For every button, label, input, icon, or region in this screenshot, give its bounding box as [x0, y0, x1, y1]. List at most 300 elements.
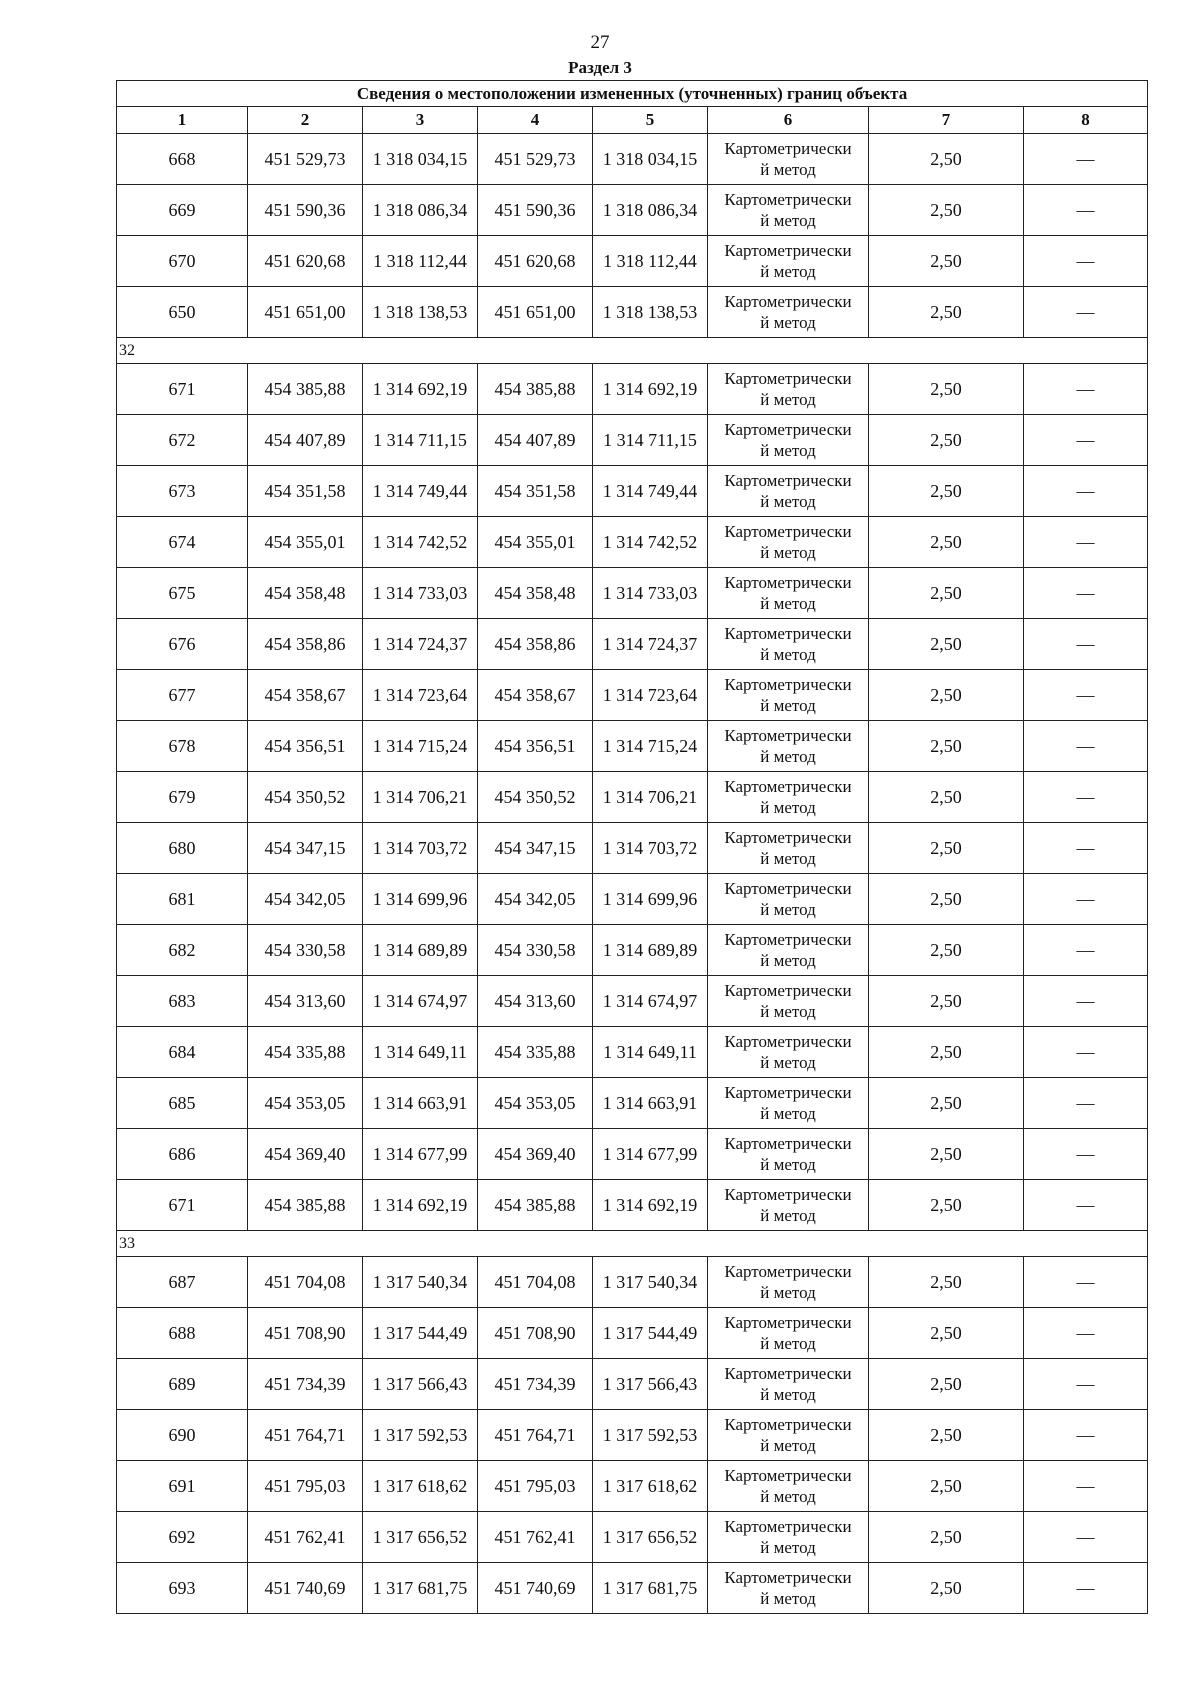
- method-cell: [708, 874, 869, 925]
- table-row: [117, 1563, 1148, 1614]
- method-cell: [708, 1129, 869, 1180]
- precision-cell: 2,50: [869, 1359, 1024, 1410]
- y-coord-cell: 1 317 618,62: [593, 1461, 708, 1512]
- y-coord-cell: 1 314 711,15: [593, 415, 708, 466]
- y-coord-cell: 1 318 112,44: [363, 236, 478, 287]
- point-number-cell: 693: [117, 1563, 248, 1614]
- point-number-cell: 686: [117, 1129, 248, 1180]
- x-coord-cell: 451 764,71: [478, 1410, 593, 1461]
- y-coord-cell: 1 314 749,44: [363, 466, 478, 517]
- table-row: [117, 619, 1148, 670]
- method-text: й метод: [760, 645, 816, 664]
- x-coord-cell: 451 529,73: [248, 134, 363, 185]
- table-row: [117, 1308, 1148, 1359]
- method-cell: [708, 721, 869, 772]
- precision-cell: 2,50: [869, 1410, 1024, 1461]
- method-cell: [708, 1410, 869, 1461]
- x-coord-cell: 454 355,01: [248, 517, 363, 568]
- table-row: [117, 1129, 1148, 1180]
- y-coord-cell: 1 314 699,96: [363, 874, 478, 925]
- method-text: й метод: [760, 313, 816, 332]
- y-coord-cell: 1 314 723,64: [363, 670, 478, 721]
- x-coord-cell: 454 313,60: [478, 976, 593, 1027]
- precision-cell: 2,50: [869, 236, 1024, 287]
- method-cell: [708, 236, 869, 287]
- point-number-cell: 669: [117, 185, 248, 236]
- precision-cell: 2,50: [869, 721, 1024, 772]
- point-number-cell: 671: [117, 364, 248, 415]
- method-text: й метод: [760, 1155, 816, 1174]
- y-coord-cell: 1 314 733,03: [593, 568, 708, 619]
- precision-cell: 2,50: [869, 287, 1024, 338]
- empty-value-cell: —: [1024, 364, 1148, 415]
- y-coord-cell: 1 314 706,21: [593, 772, 708, 823]
- x-coord-cell: 454 407,89: [248, 415, 363, 466]
- empty-value-cell: —: [1024, 823, 1148, 874]
- y-coord-cell: 1 314 724,37: [363, 619, 478, 670]
- method-text: й метод: [760, 1538, 816, 1557]
- empty-value-cell: —: [1024, 772, 1148, 823]
- table-body: [117, 134, 1148, 1614]
- y-coord-cell: 1 317 618,62: [363, 1461, 478, 1512]
- method-text: й метод: [760, 696, 816, 715]
- table-row: [117, 823, 1148, 874]
- method-text: й метод: [760, 160, 816, 179]
- x-coord-cell: 451 764,71: [248, 1410, 363, 1461]
- point-number-cell: 675: [117, 568, 248, 619]
- method-cell: [708, 415, 869, 466]
- group-label-row: [117, 338, 1148, 364]
- method-text: й метод: [760, 1053, 816, 1072]
- point-number-cell: 690: [117, 1410, 248, 1461]
- table-row: [117, 517, 1148, 568]
- y-coord-cell: 1 318 086,34: [363, 185, 478, 236]
- method-text: й метод: [760, 211, 816, 230]
- precision-cell: 2,50: [869, 772, 1024, 823]
- x-coord-cell: 454 356,51: [248, 721, 363, 772]
- point-number-cell: 681: [117, 874, 248, 925]
- method-text: Картометрически: [724, 1032, 852, 1051]
- empty-value-cell: —: [1024, 670, 1148, 721]
- x-coord-cell: 451 762,41: [478, 1512, 593, 1563]
- point-number-cell: 671: [117, 1180, 248, 1231]
- y-coord-cell: 1 314 692,19: [593, 364, 708, 415]
- y-coord-cell: 1 314 689,89: [593, 925, 708, 976]
- group-label: 33: [117, 1231, 1148, 1257]
- y-coord-cell: 1 314 733,03: [363, 568, 478, 619]
- point-number-cell: 683: [117, 976, 248, 1027]
- method-cell: [708, 1027, 869, 1078]
- y-coord-cell: 1 314 742,52: [593, 517, 708, 568]
- empty-value-cell: —: [1024, 874, 1148, 925]
- table-row: [117, 874, 1148, 925]
- y-coord-cell: 1 314 689,89: [363, 925, 478, 976]
- method-text: Картометрически: [724, 369, 852, 388]
- table-row: [117, 976, 1148, 1027]
- x-coord-cell: 454 330,58: [478, 925, 593, 976]
- y-coord-cell: 1 317 656,52: [593, 1512, 708, 1563]
- column-header: 7: [869, 107, 1024, 134]
- table-row: [117, 1410, 1148, 1461]
- x-coord-cell: 454 342,05: [248, 874, 363, 925]
- x-coord-cell: 454 407,89: [478, 415, 593, 466]
- point-number-cell: 691: [117, 1461, 248, 1512]
- method-text: Картометрически: [724, 777, 852, 796]
- method-cell: [708, 517, 869, 568]
- point-number-cell: 679: [117, 772, 248, 823]
- section-title: Раздел 3: [568, 58, 632, 77]
- precision-cell: 2,50: [869, 364, 1024, 415]
- method-text: й метод: [760, 951, 816, 970]
- method-text: Картометрически: [724, 1134, 852, 1153]
- method-text: й метод: [760, 747, 816, 766]
- precision-cell: 2,50: [869, 1027, 1024, 1078]
- x-coord-cell: 451 704,08: [478, 1257, 593, 1308]
- precision-cell: 2,50: [869, 517, 1024, 568]
- y-coord-cell: 1 314 703,72: [593, 823, 708, 874]
- y-coord-cell: 1 317 592,53: [363, 1410, 478, 1461]
- method-text: Картометрически: [724, 675, 852, 694]
- method-text: й метод: [760, 594, 816, 613]
- x-coord-cell: 451 620,68: [248, 236, 363, 287]
- method-cell: [708, 1512, 869, 1563]
- method-text: Картометрически: [724, 139, 852, 158]
- precision-cell: 2,50: [869, 670, 1024, 721]
- method-cell: [708, 619, 869, 670]
- empty-value-cell: —: [1024, 236, 1148, 287]
- empty-value-cell: —: [1024, 1027, 1148, 1078]
- method-cell: [708, 670, 869, 721]
- x-coord-cell: 454 385,88: [478, 1180, 593, 1231]
- y-coord-cell: 1 314 677,99: [593, 1129, 708, 1180]
- method-text: й метод: [760, 390, 816, 409]
- method-text: Картометрически: [724, 241, 852, 260]
- point-number-cell: 685: [117, 1078, 248, 1129]
- method-cell: [708, 134, 869, 185]
- method-text: Картометрически: [724, 292, 852, 311]
- y-coord-cell: 1 314 749,44: [593, 466, 708, 517]
- method-cell: [708, 1257, 869, 1308]
- y-coord-cell: 1 314 706,21: [363, 772, 478, 823]
- x-coord-cell: 454 358,86: [478, 619, 593, 670]
- x-coord-cell: 451 734,39: [478, 1359, 593, 1410]
- y-coord-cell: 1 317 540,34: [593, 1257, 708, 1308]
- table-row: [117, 185, 1148, 236]
- point-number-cell: 692: [117, 1512, 248, 1563]
- y-coord-cell: 1 317 681,75: [593, 1563, 708, 1614]
- point-number-cell: 680: [117, 823, 248, 874]
- method-cell: [708, 1180, 869, 1231]
- method-text: й метод: [760, 798, 816, 817]
- x-coord-cell: 451 590,36: [248, 185, 363, 236]
- y-coord-cell: 1 314 663,91: [363, 1078, 478, 1129]
- precision-cell: 2,50: [869, 1512, 1024, 1563]
- empty-value-cell: —: [1024, 925, 1148, 976]
- y-coord-cell: 1 314 711,15: [363, 415, 478, 466]
- point-number-cell: 673: [117, 466, 248, 517]
- method-cell: [708, 925, 869, 976]
- method-text: Картометрически: [724, 1185, 852, 1204]
- precision-cell: 2,50: [869, 1461, 1024, 1512]
- precision-cell: 2,50: [869, 976, 1024, 1027]
- table-row: [117, 364, 1148, 415]
- point-number-cell: 688: [117, 1308, 248, 1359]
- y-coord-cell: 1 314 663,91: [593, 1078, 708, 1129]
- x-coord-cell: 451 762,41: [248, 1512, 363, 1563]
- x-coord-cell: 454 358,67: [248, 670, 363, 721]
- method-text: Картометрически: [724, 1364, 852, 1383]
- point-number-cell: 668: [117, 134, 248, 185]
- y-coord-cell: 1 314 699,96: [593, 874, 708, 925]
- table-row: [117, 1461, 1148, 1512]
- method-text: й метод: [760, 849, 816, 868]
- x-coord-cell: 454 356,51: [478, 721, 593, 772]
- x-coord-cell: 454 342,05: [478, 874, 593, 925]
- x-coord-cell: 454 385,88: [478, 364, 593, 415]
- x-coord-cell: 454 369,40: [478, 1129, 593, 1180]
- method-cell: [708, 772, 869, 823]
- x-coord-cell: 451 704,08: [248, 1257, 363, 1308]
- y-coord-cell: 1 314 715,24: [593, 721, 708, 772]
- x-coord-cell: 454 358,67: [478, 670, 593, 721]
- method-text: й метод: [760, 1334, 816, 1353]
- x-coord-cell: 451 708,90: [478, 1308, 593, 1359]
- method-text: Картометрически: [724, 981, 852, 1000]
- y-coord-cell: 1 317 566,43: [363, 1359, 478, 1410]
- point-number-cell: 684: [117, 1027, 248, 1078]
- method-text: й метод: [760, 1283, 816, 1302]
- column-number-row: [117, 107, 1148, 134]
- y-coord-cell: 1 314 677,99: [363, 1129, 478, 1180]
- x-coord-cell: 454 385,88: [248, 364, 363, 415]
- method-text: Картометрически: [724, 1517, 852, 1536]
- method-text: й метод: [760, 1002, 816, 1021]
- method-text: Картометрически: [724, 1313, 852, 1332]
- x-coord-cell: 451 590,36: [478, 185, 593, 236]
- y-coord-cell: 1 314 692,19: [363, 364, 478, 415]
- table-row: [117, 134, 1148, 185]
- precision-cell: 2,50: [869, 185, 1024, 236]
- empty-value-cell: —: [1024, 1078, 1148, 1129]
- empty-value-cell: —: [1024, 1257, 1148, 1308]
- table-row: [117, 287, 1148, 338]
- empty-value-cell: —: [1024, 721, 1148, 772]
- x-coord-cell: 454 313,60: [248, 976, 363, 1027]
- empty-value-cell: —: [1024, 1129, 1148, 1180]
- table-row: [117, 670, 1148, 721]
- point-number-cell: 677: [117, 670, 248, 721]
- precision-cell: 2,50: [869, 1257, 1024, 1308]
- table-row: [117, 415, 1148, 466]
- column-header: 8: [1024, 107, 1148, 134]
- point-number-cell: 689: [117, 1359, 248, 1410]
- y-coord-cell: 1 318 034,15: [593, 134, 708, 185]
- group-label: 32: [117, 338, 1148, 364]
- method-text: й метод: [760, 1385, 816, 1404]
- column-header: 1: [117, 107, 248, 134]
- precision-cell: 2,50: [869, 1308, 1024, 1359]
- precision-cell: 2,50: [869, 466, 1024, 517]
- empty-value-cell: —: [1024, 185, 1148, 236]
- x-coord-cell: 454 385,88: [248, 1180, 363, 1231]
- method-text: Картометрически: [724, 879, 852, 898]
- x-coord-cell: 451 795,03: [248, 1461, 363, 1512]
- x-coord-cell: 454 351,58: [248, 466, 363, 517]
- empty-value-cell: —: [1024, 1410, 1148, 1461]
- method-cell: [708, 1359, 869, 1410]
- y-coord-cell: 1 317 544,49: [363, 1308, 478, 1359]
- point-number-cell: 682: [117, 925, 248, 976]
- method-cell: [708, 568, 869, 619]
- x-coord-cell: 454 351,58: [478, 466, 593, 517]
- table-row: [117, 925, 1148, 976]
- empty-value-cell: —: [1024, 1512, 1148, 1563]
- boundary-coordinates-table: [116, 80, 1148, 1614]
- point-number-cell: 687: [117, 1257, 248, 1308]
- y-coord-cell: 1 318 138,53: [593, 287, 708, 338]
- y-coord-cell: 1 314 715,24: [363, 721, 478, 772]
- x-coord-cell: 451 740,69: [248, 1563, 363, 1614]
- precision-cell: 2,50: [869, 874, 1024, 925]
- y-coord-cell: 1 318 112,44: [593, 236, 708, 287]
- y-coord-cell: 1 314 742,52: [363, 517, 478, 568]
- table-row: [117, 1027, 1148, 1078]
- empty-value-cell: —: [1024, 287, 1148, 338]
- x-coord-cell: 451 529,73: [478, 134, 593, 185]
- x-coord-cell: 454 335,88: [478, 1027, 593, 1078]
- table-row: [117, 1180, 1148, 1231]
- method-cell: [708, 466, 869, 517]
- table-row: [117, 721, 1148, 772]
- method-cell: [708, 364, 869, 415]
- method-text: й метод: [760, 262, 816, 281]
- y-coord-cell: 1 317 566,43: [593, 1359, 708, 1410]
- x-coord-cell: 451 708,90: [248, 1308, 363, 1359]
- x-coord-cell: 454 335,88: [248, 1027, 363, 1078]
- method-text: й метод: [760, 441, 816, 460]
- precision-cell: 2,50: [869, 134, 1024, 185]
- point-number-cell: 674: [117, 517, 248, 568]
- method-cell: [708, 287, 869, 338]
- precision-cell: 2,50: [869, 1563, 1024, 1614]
- precision-cell: 2,50: [869, 619, 1024, 670]
- x-coord-cell: 454 355,01: [478, 517, 593, 568]
- empty-value-cell: —: [1024, 619, 1148, 670]
- method-text: Картометрически: [724, 522, 852, 541]
- empty-value-cell: —: [1024, 415, 1148, 466]
- method-text: й метод: [760, 1589, 816, 1608]
- empty-value-cell: —: [1024, 1308, 1148, 1359]
- precision-cell: 2,50: [869, 823, 1024, 874]
- empty-value-cell: —: [1024, 134, 1148, 185]
- method-text: Картометрически: [724, 190, 852, 209]
- method-text: Картометрически: [724, 420, 852, 439]
- method-text: Картометрически: [724, 1262, 852, 1281]
- x-coord-cell: 454 347,15: [478, 823, 593, 874]
- x-coord-cell: 454 330,58: [248, 925, 363, 976]
- y-coord-cell: 1 314 649,11: [593, 1027, 708, 1078]
- method-text: Картометрически: [724, 1568, 852, 1587]
- table-row: [117, 772, 1148, 823]
- column-header: 2: [248, 107, 363, 134]
- precision-cell: 2,50: [869, 568, 1024, 619]
- x-coord-cell: 454 358,86: [248, 619, 363, 670]
- y-coord-cell: 1 314 674,97: [363, 976, 478, 1027]
- y-coord-cell: 1 318 034,15: [363, 134, 478, 185]
- precision-cell: 2,50: [869, 1129, 1024, 1180]
- y-coord-cell: 1 317 681,75: [363, 1563, 478, 1614]
- y-coord-cell: 1 317 656,52: [363, 1512, 478, 1563]
- empty-value-cell: —: [1024, 466, 1148, 517]
- group-label-row: [117, 1231, 1148, 1257]
- precision-cell: 2,50: [869, 1180, 1024, 1231]
- method-text: Картометрически: [724, 1415, 852, 1434]
- method-text: й метод: [760, 1487, 816, 1506]
- table-row: [117, 1257, 1148, 1308]
- method-cell: [708, 1461, 869, 1512]
- method-text: Картометрически: [724, 624, 852, 643]
- x-coord-cell: 454 353,05: [478, 1078, 593, 1129]
- empty-value-cell: —: [1024, 568, 1148, 619]
- empty-value-cell: —: [1024, 1359, 1148, 1410]
- column-header: 3: [363, 107, 478, 134]
- method-text: й метод: [760, 1104, 816, 1123]
- empty-value-cell: —: [1024, 1563, 1148, 1614]
- y-coord-cell: 1 314 724,37: [593, 619, 708, 670]
- x-coord-cell: 451 651,00: [478, 287, 593, 338]
- column-header: 6: [708, 107, 869, 134]
- method-text: й метод: [760, 1436, 816, 1455]
- x-coord-cell: 451 795,03: [478, 1461, 593, 1512]
- precision-cell: 2,50: [869, 415, 1024, 466]
- method-text: Картометрически: [724, 573, 852, 592]
- y-coord-cell: 1 317 592,53: [593, 1410, 708, 1461]
- method-cell: [708, 185, 869, 236]
- table-row: [117, 568, 1148, 619]
- x-coord-cell: 454 358,48: [478, 568, 593, 619]
- y-coord-cell: 1 314 723,64: [593, 670, 708, 721]
- y-coord-cell: 1 314 649,11: [363, 1027, 478, 1078]
- empty-value-cell: —: [1024, 517, 1148, 568]
- x-coord-cell: 454 358,48: [248, 568, 363, 619]
- x-coord-cell: 451 620,68: [478, 236, 593, 287]
- y-coord-cell: 1 318 138,53: [363, 287, 478, 338]
- y-coord-cell: 1 314 674,97: [593, 976, 708, 1027]
- table-row: [117, 466, 1148, 517]
- method-text: Картометрически: [724, 726, 852, 745]
- method-text: Картометрически: [724, 471, 852, 490]
- y-coord-cell: 1 317 540,34: [363, 1257, 478, 1308]
- method-text: Картометрически: [724, 828, 852, 847]
- page-number: 27: [590, 32, 610, 53]
- x-coord-cell: 454 350,52: [248, 772, 363, 823]
- x-coord-cell: 451 651,00: [248, 287, 363, 338]
- x-coord-cell: 454 350,52: [478, 772, 593, 823]
- empty-value-cell: —: [1024, 976, 1148, 1027]
- x-coord-cell: 451 740,69: [478, 1563, 593, 1614]
- precision-cell: 2,50: [869, 925, 1024, 976]
- table-row: [117, 236, 1148, 287]
- table-title-row: [117, 81, 1148, 107]
- table-title: Сведения о местоположении измененных (уточненных) границ объекта: [117, 81, 1148, 107]
- point-number-cell: 678: [117, 721, 248, 772]
- column-header: 5: [593, 107, 708, 134]
- table-row: [117, 1512, 1148, 1563]
- method-text: й метод: [760, 492, 816, 511]
- method-cell: [708, 1563, 869, 1614]
- y-coord-cell: 1 314 692,19: [593, 1180, 708, 1231]
- empty-value-cell: —: [1024, 1180, 1148, 1231]
